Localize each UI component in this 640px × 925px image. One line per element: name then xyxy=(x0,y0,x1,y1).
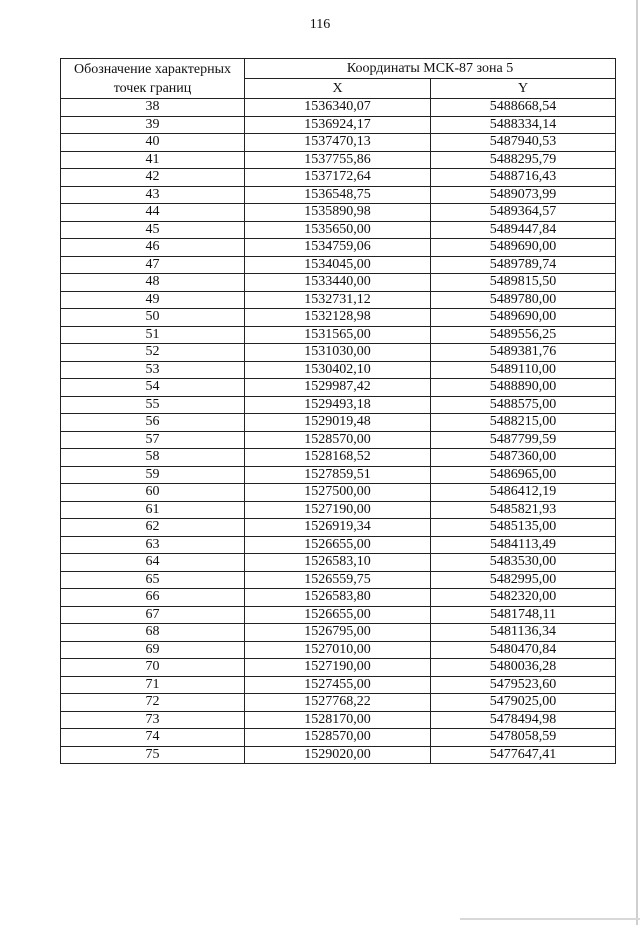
cell-point-number: 51 xyxy=(61,326,245,344)
cell-y-coordinate: 5489780,00 xyxy=(431,291,616,309)
table-row xyxy=(61,746,616,764)
cell-y-coordinate: 5482995,00 xyxy=(431,571,616,589)
table-row xyxy=(61,711,616,729)
table-row xyxy=(61,379,616,397)
cell-x-coordinate: 1526795,00 xyxy=(245,624,431,642)
table-row xyxy=(61,309,616,327)
table-row xyxy=(61,466,616,484)
cell-y-coordinate: 5477647,41 xyxy=(431,746,616,764)
cell-x-coordinate: 1526655,00 xyxy=(245,606,431,624)
table-row xyxy=(61,729,616,747)
cell-point-number: 64 xyxy=(61,554,245,572)
table-row xyxy=(61,274,616,292)
cell-y-coordinate: 5481748,11 xyxy=(431,606,616,624)
cell-y-coordinate: 5485135,00 xyxy=(431,519,616,537)
cell-x-coordinate: 1537755,86 xyxy=(245,151,431,169)
cell-y-coordinate: 5483530,00 xyxy=(431,554,616,572)
cell-point-number: 73 xyxy=(61,711,245,729)
cell-point-number: 41 xyxy=(61,151,245,169)
cell-point-number: 54 xyxy=(61,379,245,397)
cell-x-coordinate: 1536924,17 xyxy=(245,116,431,134)
cell-x-coordinate: 1527500,00 xyxy=(245,484,431,502)
cell-x-coordinate: 1536548,75 xyxy=(245,186,431,204)
table-row xyxy=(61,239,616,257)
cell-x-coordinate: 1527859,51 xyxy=(245,466,431,484)
cell-point-number: 72 xyxy=(61,694,245,712)
cell-point-number: 52 xyxy=(61,344,245,362)
cell-y-coordinate: 5489815,50 xyxy=(431,274,616,292)
cell-x-coordinate: 1527010,00 xyxy=(245,641,431,659)
table-row xyxy=(61,326,616,344)
cell-x-coordinate: 1527190,00 xyxy=(245,659,431,677)
cell-y-coordinate: 5489447,84 xyxy=(431,221,616,239)
cell-x-coordinate: 1526919,34 xyxy=(245,519,431,537)
cell-x-coordinate: 1533440,00 xyxy=(245,274,431,292)
table-row xyxy=(61,414,616,432)
table-row xyxy=(61,536,616,554)
cell-point-number: 53 xyxy=(61,361,245,379)
cell-y-coordinate: 5479523,60 xyxy=(431,676,616,694)
table-header xyxy=(61,59,616,99)
table-row xyxy=(61,624,616,642)
cell-x-coordinate: 1529493,18 xyxy=(245,396,431,414)
table-row xyxy=(61,291,616,309)
header-coordinates: Координаты МСК-87 зона 5 xyxy=(245,59,616,79)
cell-y-coordinate: 5478058,59 xyxy=(431,729,616,747)
cell-x-coordinate: 1526559,75 xyxy=(245,571,431,589)
cell-point-number: 45 xyxy=(61,221,245,239)
cell-y-coordinate: 5480036,28 xyxy=(431,659,616,677)
table-row xyxy=(61,256,616,274)
cell-x-coordinate: 1526583,10 xyxy=(245,554,431,572)
table-body xyxy=(61,99,616,764)
cell-point-number: 38 xyxy=(61,99,245,117)
table-row xyxy=(61,606,616,624)
cell-y-coordinate: 5487360,00 xyxy=(431,449,616,467)
cell-point-number: 50 xyxy=(61,309,245,327)
cell-y-coordinate: 5489690,00 xyxy=(431,309,616,327)
cell-y-coordinate: 5488890,00 xyxy=(431,379,616,397)
cell-point-number: 39 xyxy=(61,116,245,134)
cell-point-number: 60 xyxy=(61,484,245,502)
cell-point-number: 55 xyxy=(61,396,245,414)
cell-point-number: 56 xyxy=(61,414,245,432)
cell-point-number: 59 xyxy=(61,466,245,484)
cell-x-coordinate: 1534045,00 xyxy=(245,256,431,274)
table-row xyxy=(61,519,616,537)
cell-point-number: 62 xyxy=(61,519,245,537)
table-row xyxy=(61,659,616,677)
cell-point-number: 70 xyxy=(61,659,245,677)
cell-y-coordinate: 5489073,99 xyxy=(431,186,616,204)
cell-x-coordinate: 1531030,00 xyxy=(245,344,431,362)
cell-y-coordinate: 5489690,00 xyxy=(431,239,616,257)
table-row xyxy=(61,204,616,222)
cell-x-coordinate: 1530402,10 xyxy=(245,361,431,379)
cell-point-number: 71 xyxy=(61,676,245,694)
cell-x-coordinate: 1536340,07 xyxy=(245,99,431,117)
cell-point-number: 58 xyxy=(61,449,245,467)
cell-y-coordinate: 5485821,93 xyxy=(431,501,616,519)
cell-point-number: 74 xyxy=(61,729,245,747)
table-row xyxy=(61,484,616,502)
cell-y-coordinate: 5488575,00 xyxy=(431,396,616,414)
header-point-designation: Обозначение характерных точек границ xyxy=(61,59,245,99)
cell-y-coordinate: 5489789,74 xyxy=(431,256,616,274)
cell-y-coordinate: 5488668,54 xyxy=(431,99,616,117)
cell-y-coordinate: 5481136,34 xyxy=(431,624,616,642)
coordinates-table xyxy=(60,58,616,764)
table-row xyxy=(61,694,616,712)
cell-point-number: 66 xyxy=(61,589,245,607)
cell-y-coordinate: 5489381,76 xyxy=(431,344,616,362)
table-row xyxy=(61,449,616,467)
scan-edge-bottom xyxy=(460,918,640,920)
cell-point-number: 63 xyxy=(61,536,245,554)
table-row xyxy=(61,169,616,187)
table-row xyxy=(61,396,616,414)
table-row xyxy=(61,676,616,694)
table-row xyxy=(61,361,616,379)
table-row xyxy=(61,151,616,169)
cell-x-coordinate: 1527190,00 xyxy=(245,501,431,519)
table-row xyxy=(61,221,616,239)
cell-x-coordinate: 1528168,52 xyxy=(245,449,431,467)
cell-x-coordinate: 1528570,00 xyxy=(245,431,431,449)
cell-y-coordinate: 5486412,19 xyxy=(431,484,616,502)
table-row xyxy=(61,554,616,572)
table-row xyxy=(61,571,616,589)
cell-point-number: 48 xyxy=(61,274,245,292)
cell-point-number: 68 xyxy=(61,624,245,642)
scan-edge-right xyxy=(636,0,638,925)
table-row xyxy=(61,344,616,362)
cell-y-coordinate: 5484113,49 xyxy=(431,536,616,554)
cell-x-coordinate: 1534759,06 xyxy=(245,239,431,257)
cell-point-number: 57 xyxy=(61,431,245,449)
cell-point-number: 47 xyxy=(61,256,245,274)
cell-y-coordinate: 5487799,59 xyxy=(431,431,616,449)
cell-x-coordinate: 1526583,80 xyxy=(245,589,431,607)
header-y: Y xyxy=(431,79,616,99)
cell-x-coordinate: 1535650,00 xyxy=(245,221,431,239)
table-row xyxy=(61,134,616,152)
cell-x-coordinate: 1527768,22 xyxy=(245,694,431,712)
cell-x-coordinate: 1529020,00 xyxy=(245,746,431,764)
header-x: X xyxy=(245,79,431,99)
cell-point-number: 69 xyxy=(61,641,245,659)
cell-point-number: 42 xyxy=(61,169,245,187)
cell-y-coordinate: 5489556,25 xyxy=(431,326,616,344)
cell-point-number: 46 xyxy=(61,239,245,257)
cell-x-coordinate: 1531565,00 xyxy=(245,326,431,344)
cell-x-coordinate: 1537470,13 xyxy=(245,134,431,152)
table-row xyxy=(61,116,616,134)
table-row xyxy=(61,431,616,449)
cell-point-number: 43 xyxy=(61,186,245,204)
cell-x-coordinate: 1532731,12 xyxy=(245,291,431,309)
cell-point-number: 44 xyxy=(61,204,245,222)
cell-x-coordinate: 1529019,48 xyxy=(245,414,431,432)
table-row xyxy=(61,641,616,659)
cell-y-coordinate: 5486965,00 xyxy=(431,466,616,484)
cell-point-number: 65 xyxy=(61,571,245,589)
cell-y-coordinate: 5479025,00 xyxy=(431,694,616,712)
cell-point-number: 67 xyxy=(61,606,245,624)
cell-x-coordinate: 1526655,00 xyxy=(245,536,431,554)
cell-x-coordinate: 1532128,98 xyxy=(245,309,431,327)
table-row xyxy=(61,589,616,607)
cell-y-coordinate: 5488716,43 xyxy=(431,169,616,187)
cell-x-coordinate: 1529987,42 xyxy=(245,379,431,397)
cell-y-coordinate: 5489110,00 xyxy=(431,361,616,379)
cell-y-coordinate: 5489364,57 xyxy=(431,204,616,222)
cell-x-coordinate: 1537172,64 xyxy=(245,169,431,187)
page-number: 116 xyxy=(309,17,331,32)
cell-x-coordinate: 1527455,00 xyxy=(245,676,431,694)
cell-y-coordinate: 5482320,00 xyxy=(431,589,616,607)
cell-y-coordinate: 5488215,00 xyxy=(431,414,616,432)
table-row xyxy=(61,99,616,117)
cell-point-number: 40 xyxy=(61,134,245,152)
cell-y-coordinate: 5488295,79 xyxy=(431,151,616,169)
cell-point-number: 61 xyxy=(61,501,245,519)
cell-y-coordinate: 5478494,98 xyxy=(431,711,616,729)
cell-x-coordinate: 1528570,00 xyxy=(245,729,431,747)
cell-x-coordinate: 1535890,98 xyxy=(245,204,431,222)
cell-y-coordinate: 5487940,53 xyxy=(431,134,616,152)
cell-y-coordinate: 5480470,84 xyxy=(431,641,616,659)
cell-point-number: 49 xyxy=(61,291,245,309)
cell-y-coordinate: 5488334,14 xyxy=(431,116,616,134)
table-row xyxy=(61,186,616,204)
table-row xyxy=(61,501,616,519)
cell-x-coordinate: 1528170,00 xyxy=(245,711,431,729)
cell-point-number: 75 xyxy=(61,746,245,764)
